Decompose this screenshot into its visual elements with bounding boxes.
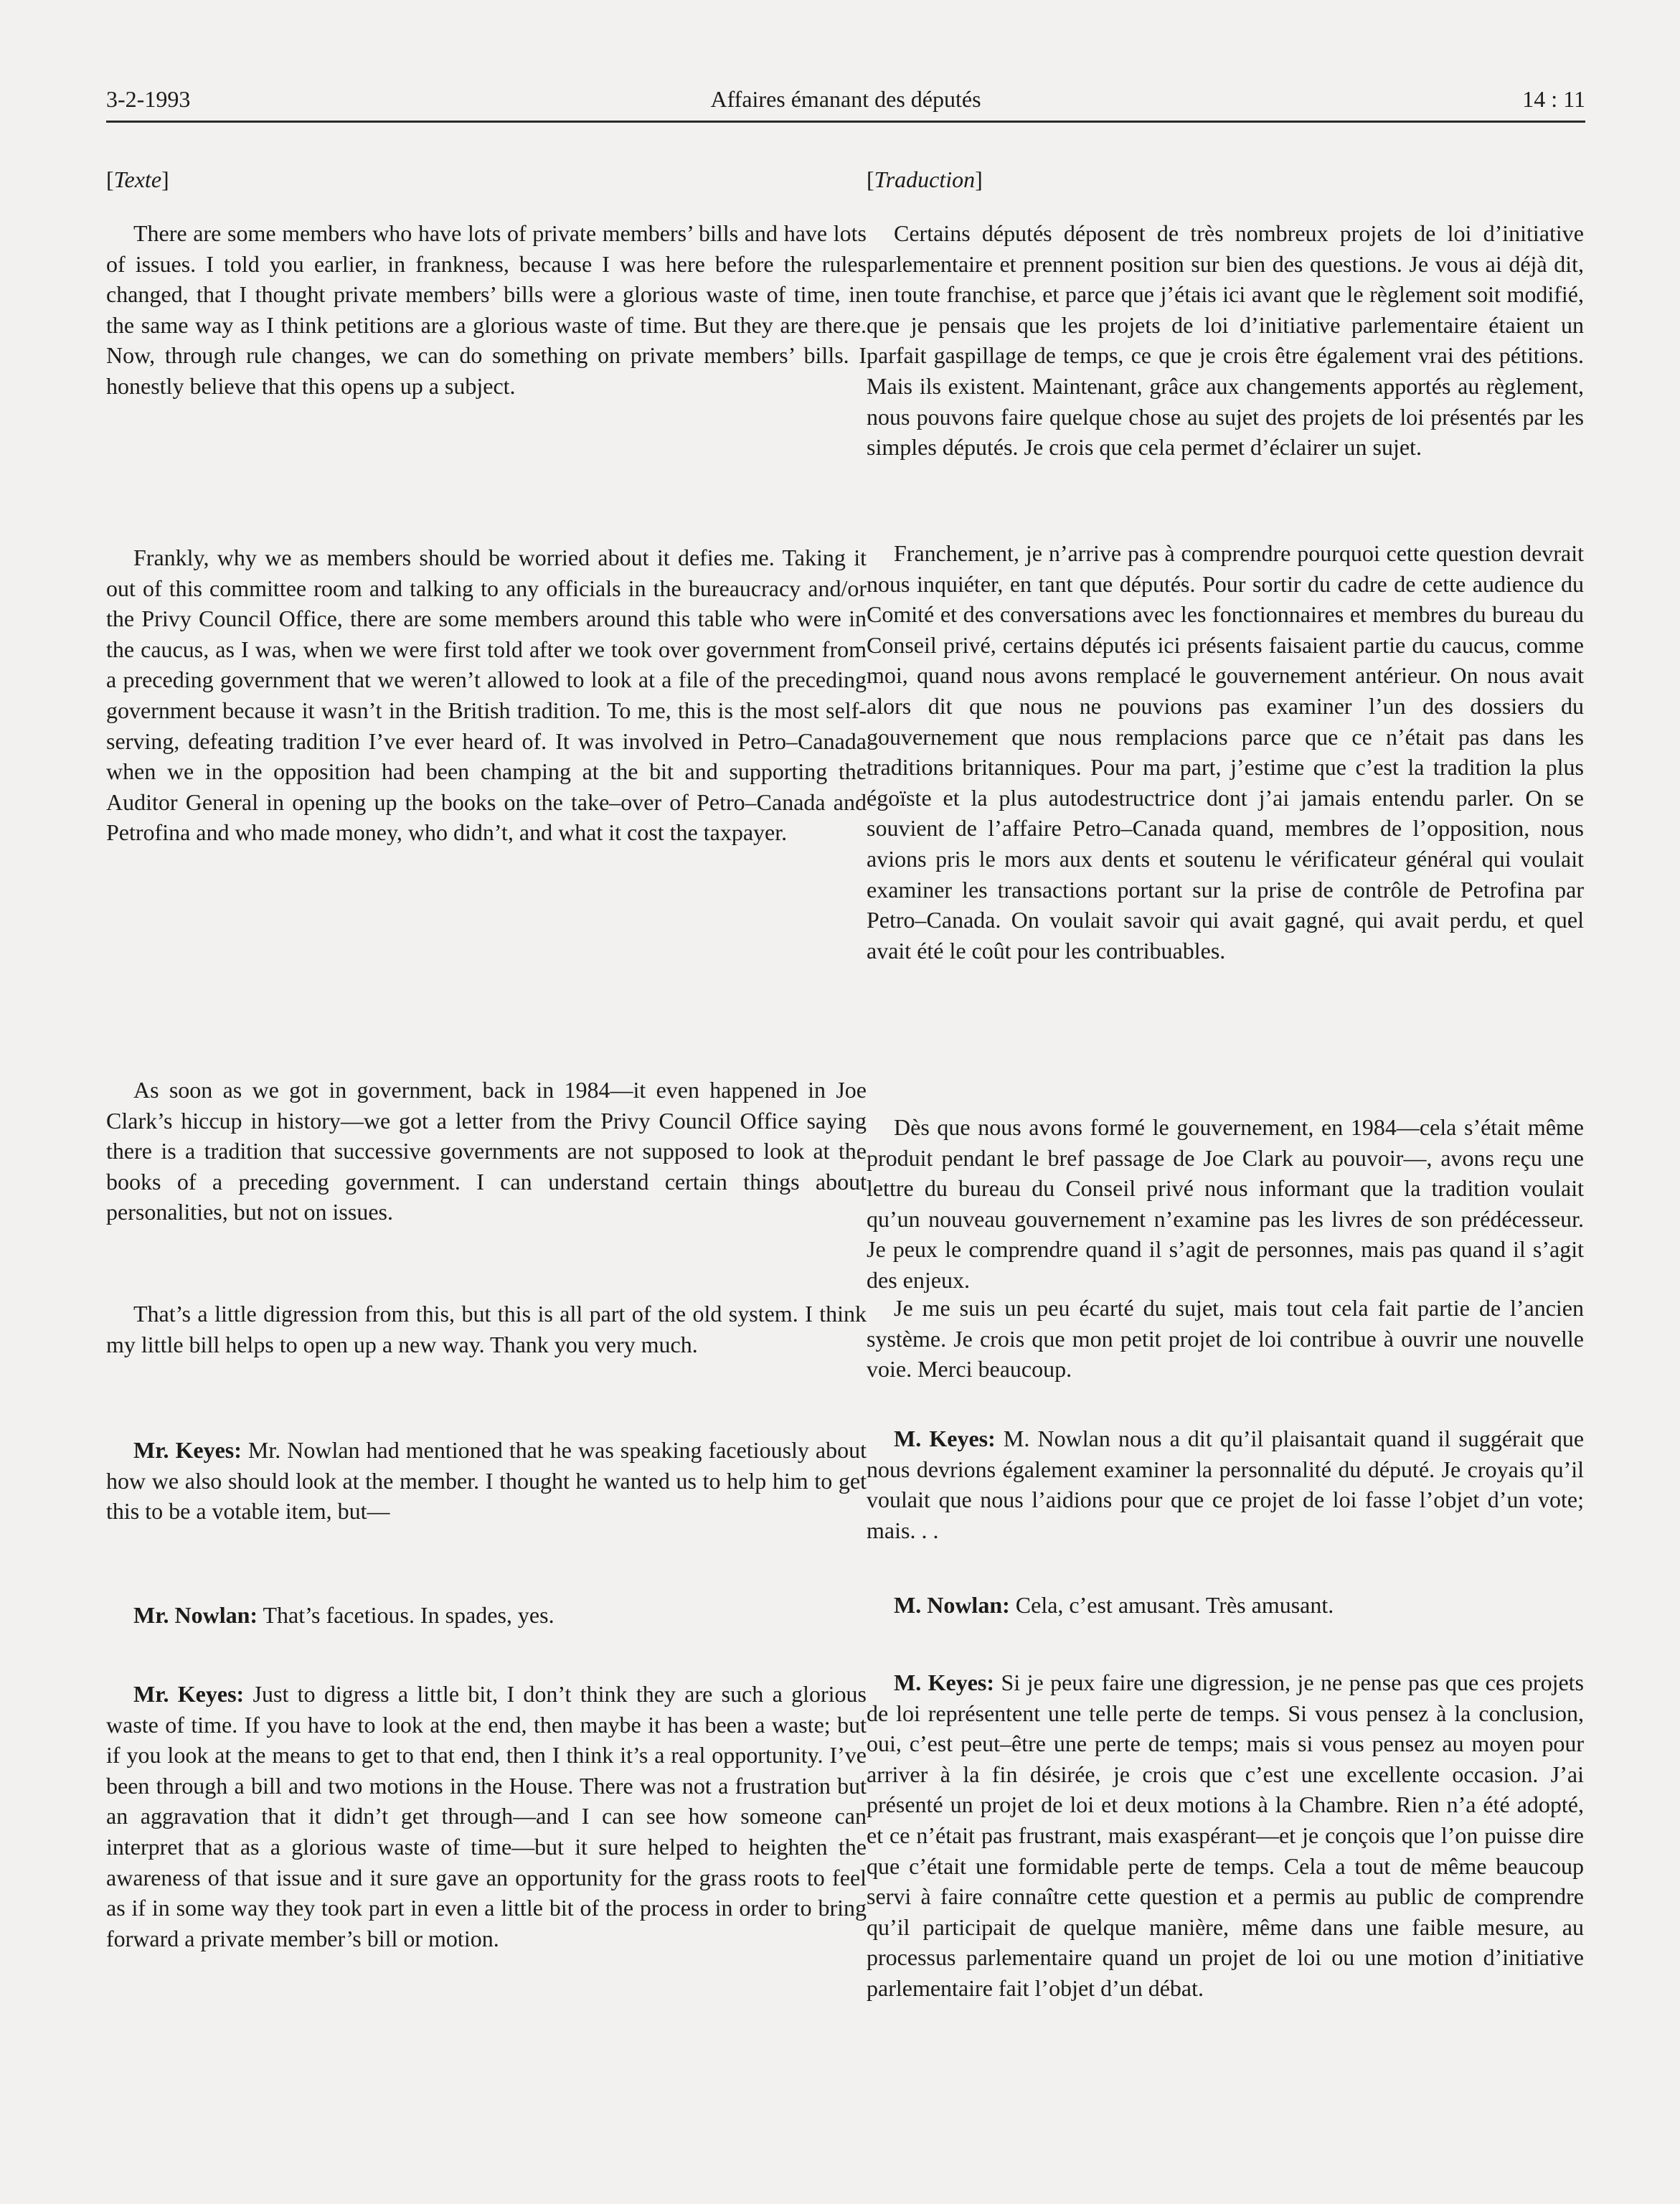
speaker-name: Mr. Nowlan: bbox=[133, 1602, 258, 1628]
paragraph: As soon as we got in government, back in 1984—it even happened in Joe Clark’s hiccup in history—we got a letter from the Privy Council Office saying there is a tradition that successive governments are not supposed to look at the books of a preceding government. I can understand certain things about personalities, but not on issues. bbox=[106, 1077, 867, 1225]
speaker-name: M. Keyes: bbox=[894, 1426, 996, 1451]
paragraph: Je me suis un peu écarté du sujet, mais tout cela fait partie de l’ancien système. Je crois que mon petit projet de loi contribue à ouvrir une nouvelle voie. Merci beaucoup. bbox=[867, 1295, 1584, 1383]
speaker-exchange: Mr. Nowlan: That’s facetious. In spades, yes. bbox=[133, 1602, 555, 1628]
speaker-name: M. Nowlan: bbox=[894, 1592, 1010, 1618]
speaker-exchange: M. Nowlan: Cela, c’est amusant. Très amusant. bbox=[894, 1592, 1334, 1618]
section-label-texte: [Texte] bbox=[106, 166, 169, 192]
speaker-exchange: M. Keyes: Si je peux faire une digression, je ne pense pas que ces projets de loi représentent une telle perte de temps. Si vous pensez à la conclusion, oui, c’est peut–être une perte de temps; mais si vous pensez au moyen pour arriver à la fin désirée, je crois que c’est une excellente occasion. J’ai présenté un projet de loi et deux motions à la Chambre. Rien n’a été adopté, et ce n’était pas frustrant, mais exaspérant—et je conçois que l’on puisse dire que c’était une formidable perte de temps. Cela a tout de même beaucoup servi à faire connaître cette question et a permis au public de comprendre qu’il participait de quelque manière, même dans une faible mesure, au processus parlementaire quand un projet de loi ou une motion d’initiative parlementaire fait l’objet d’un débat. bbox=[867, 1670, 1585, 2001]
section-label-traduction: [Traduction] bbox=[867, 166, 983, 192]
running-header bbox=[106, 80, 1585, 123]
speaker-name: Mr. Keyes: bbox=[133, 1681, 245, 1707]
paragraph: Dès que nous avons formé le gouvernement, en 1984—cela s’était même produit pendant le bref passage de Joe Clark au pouvoir—, avons reçu une lettre du bureau du Conseil privé nous informant que la tradition voulait qu’un nouveau gouvernement n’examine pas les livres de son prédécesseur. Je peux le comprendre quand il s’agit de personnes, mais pas quand il s’agit des enjeux. bbox=[867, 1114, 1584, 1293]
paragraph: There are some members who have lots of private members’ bills and have lots of issues. I told you earlier, in frankness, because I was here before the rules changed, that I thought private members’ bills were a glorious waste of time, in the same way as I think petitions are a glorious waste of time. But they are there. Now, through rule changes, we can do something on private members’ bills. I honestly believe that this opens up a subject. bbox=[106, 220, 867, 399]
paragraph: Franchement, je n’arrive pas à comprendre pourquoi cette question devrait nous inquiéter, en tant que députés. Pour sortir du cadre de cette audience du Comité et des conversations avec les fonctionnaires et membres du bureau du Conseil privé, certains députés ici présents faisaient partie du caucus, comme moi, quand nous avons remplacé le gouvernement antérieur. On nous avait alors dit que nous ne pouvions pas examiner l’un des dossiers du gouvernement que nous remplacions parce que ce n’était pas dans les traditions britanniques. Pour ma part, j’estime que c’est la tradition la plus égoïste et la plus autodestructrice dont j’ai jamais entendu parler. On se souvient de l’affaire Petro–Canada quand, membres de l’opposition, nous avions pris le mors aux dents et soutenu le vérificateur général qui voulait examiner les transactions portant sur la prise de contrôle de Petrofina par Petro–Canada. On voulait savoir qui avait gagné, qui avait perdu, et quel avait été le coût pour les contribuables. bbox=[867, 540, 1584, 964]
header-page-number: 14 : 11 bbox=[1522, 86, 1585, 112]
paragraph: That’s a little digression from this, but this is all part of the old system. I think my little bill helps to open up a new way. Thank you very much. bbox=[106, 1301, 867, 1357]
french-column bbox=[867, 166, 1585, 2001]
header-title: Affaires émanant des députés bbox=[710, 86, 981, 112]
speaker-exchange: M. Keyes: M. Nowlan nous a dit qu’il plaisantait quand il suggérait que nous devrions également examiner la personnalité du député. Je croyais qu’il voulait que nous l’aidions pour que ce projet de loi fasse l’objet d’un vote; mais. . . bbox=[867, 1426, 1585, 1543]
speaker-name: M. Keyes: bbox=[894, 1670, 995, 1695]
header-date: 3-2-1993 bbox=[106, 86, 191, 112]
speaker-exchange: Mr. Keyes: Just to digress a little bit, I don’t think they are such a glorious waste of time. If you have to look at the end, then maybe it has been a waste; but if you look at the means to get to that end, then I think it’s a real opportunity. I’ve been through a bill and two motions in the House. There was not a frustration but an aggravation that it didn’t get through—and I can see how someone can interpret that as a glorious waste of time—but it sure helped to heighten the awareness of that issue and it sure gave an opportunity for the grass roots to feel as if in some way they took part in even a little bit of the process in order to bring forward a private member’s bill or motion. bbox=[106, 1681, 867, 1951]
speaker-exchange: Mr. Keyes: Mr. Nowlan had mentioned that he was speaking facetiously about how we also should look at the member. I thought he wanted us to help him to get this to be a votable item, but— bbox=[106, 1437, 867, 1525]
speaker-name: Mr. Keyes: bbox=[133, 1437, 242, 1463]
english-column bbox=[106, 166, 867, 1951]
paragraph: Certains députés déposent de très nombreux projets de loi d’initiative parlementaire et prennent position sur bien des questions. Je vous ai déjà dit, en toute franchise, et parce que j’étais ici avant que le règlement soit modifié, que je pensais que les projets de loi d’initiative parlementaire étaient un parfait gaspillage de temps, ce que je crois être également vrai des pétitions. Mais ils existent. Maintenant, grâce aux changements apportés au règlement, nous pouvons faire quelque chose au sujet des projets de loi présentés par les simples députés. Je crois que cela permet d’éclairer un sujet. bbox=[867, 220, 1584, 461]
paragraph: Frankly, why we as members should be worried about it defies me. Taking it out of this committee room and talking to any officials in the bureaucracy and/or the Privy Council Office, there are some members around this table who were in the caucus, as I was, when we were first told after we took over government from a preceding government that we weren’t allowed to look at a file of the preceding government because it wasn’t in the British tradition. To me, this is the most self-serving, defeating tradition I’ve ever heard of. It was involved in Petro–Canada when we in the opposition had been champing at the bit and supporting the Auditor General in opening up the books on the take–over of Petro–Canada and Petrofina and who made money, who didn’t, and what it cost the taxpayer. bbox=[106, 545, 867, 846]
